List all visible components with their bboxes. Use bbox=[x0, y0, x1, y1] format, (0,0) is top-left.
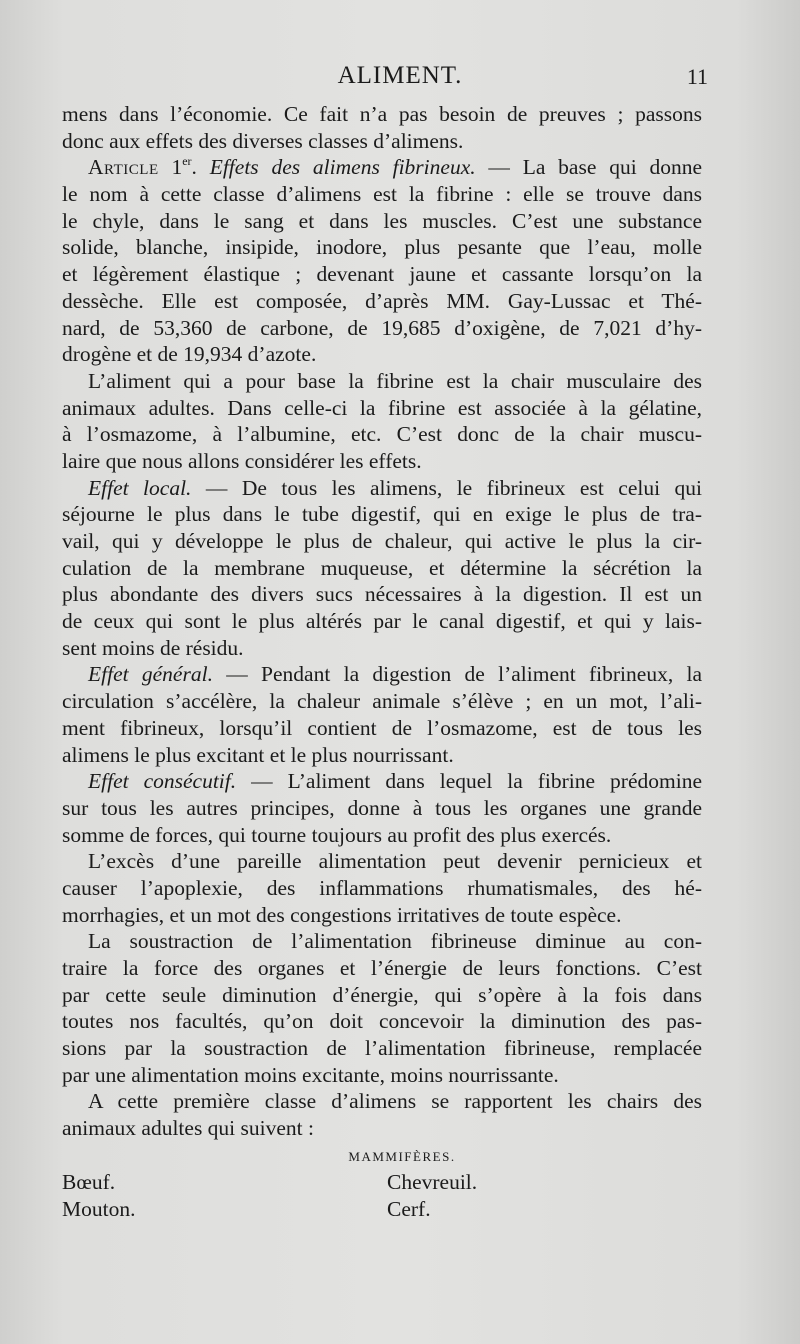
article-dot: . bbox=[191, 155, 197, 180]
text-line: mens dans l’économie. Ce fait n’a pas besoin de preuves ; passons bbox=[62, 102, 702, 126]
text-line: animaux adultes. Dans celle-ci la fibrine est associée à la gélatine, bbox=[62, 395, 702, 420]
text-line: sur tous les autres principes, donne à tous les organes une grande bbox=[62, 795, 702, 820]
text-line: dessèche. Elle est composée, d’après MM. Gay-Lussac et Thé- bbox=[62, 288, 702, 313]
text-line: morrhagies, et un mot des congestions irritatives de toute espèce. bbox=[62, 902, 622, 927]
text-line: La soustraction de l’alimentation fibrineuse diminue au con- bbox=[88, 929, 702, 954]
text-line: drogène et de 19,934 d’azote. bbox=[62, 342, 317, 367]
article-title: Effets des alimens fibrineux. bbox=[209, 155, 476, 180]
text-line: vail, qui y développe le plus de chaleur, qui active le plus la cir- bbox=[62, 529, 702, 553]
text-line: somme de forces, qui tourne toujours au profit des plus exercés. bbox=[62, 822, 612, 847]
effet-local-line bbox=[62, 475, 702, 502]
text-line: circulation s’accélère, la chaleur animale s’élève ; en un mot, l’ali- bbox=[62, 689, 702, 714]
article-label: Article bbox=[88, 155, 159, 180]
text-line: à l’osmazome, à l’albumine, etc. C’est donc de la chair muscu- bbox=[62, 422, 702, 447]
text-line: le chyle, dans le sang et dans les muscles. C’est une substance bbox=[62, 208, 702, 233]
text-line: solide, blanche, insipide, inodore, plus pesante que l’eau, molle bbox=[62, 235, 702, 260]
text-line: par une alimentation moins excitante, moins nourrissante. bbox=[62, 1062, 559, 1087]
article-heading-line bbox=[62, 154, 702, 181]
effet-general-title: Effet général. bbox=[88, 662, 213, 687]
list-item: Chevreuil. bbox=[387, 1169, 478, 1194]
text-line: L’aliment qui a pour base la fibrine est la chair musculaire des bbox=[88, 368, 702, 393]
text-line: toutes nos facultés, qu’on doit concevoir la diminution des pas- bbox=[62, 1009, 702, 1034]
text-line: par cette seule diminution d’énergie, qui s’opère à la fois dans bbox=[62, 982, 702, 1007]
effet-consecutif-title: Effet consécutif. bbox=[88, 769, 237, 794]
text-line: laire que nous allons considérer les effets. bbox=[62, 448, 422, 473]
text-line: traire la force des organes et l’énergie de leurs fonctions. C’est bbox=[62, 956, 702, 980]
effet-local-title: Effet local. bbox=[88, 475, 192, 500]
section-heading: MAMMIFÈRES. bbox=[348, 1148, 456, 1164]
list-item: Cerf. bbox=[387, 1196, 431, 1221]
text-line: culation de la membrane muqueuse, et détermine la sécrétion la bbox=[62, 555, 702, 580]
list-item: Bœuf. bbox=[62, 1169, 116, 1194]
effet-consecutif-line bbox=[62, 768, 702, 795]
list-item: Mouton. bbox=[62, 1196, 136, 1221]
text-line: nard, de 53,360 de carbone, de 19,685 d’oxigène, de 7,021 d’hy- bbox=[62, 315, 702, 340]
body-text bbox=[62, 101, 702, 1223]
text-line: L’excès d’une pareille alimentation peut devenir pernicieux et bbox=[88, 849, 702, 874]
text-line: et légèrement élastique ; devenant jaune et cassante lorsqu’on la bbox=[62, 262, 702, 287]
article-number: 1 bbox=[171, 155, 183, 180]
text-line: causer l’apoplexie, des inflammations rhumatismales, des hé- bbox=[62, 875, 702, 900]
page-header bbox=[0, 62, 800, 96]
effet-local-text: — De tous les alimens, le fibrineux est celui qui bbox=[191, 475, 702, 500]
text-line: séjourne le plus dans le tube digestif, qui en exige le plus de tra- bbox=[62, 502, 702, 527]
article-text: — La base qui donne bbox=[475, 155, 703, 180]
text-line: donc aux effets des diverses classes d’alimens. bbox=[62, 128, 464, 153]
text-line: de ceux qui sont le plus altérés par le canal digestif, et qui y lais- bbox=[62, 609, 702, 634]
text-line: le nom à cette classe d’alimens est la fibrine : elle se trouve dans bbox=[62, 182, 702, 207]
text-line: animaux adultes qui suivent : bbox=[62, 1116, 314, 1141]
text-line: sent moins de résidu. bbox=[62, 635, 244, 660]
page-number: 11 bbox=[686, 64, 708, 89]
text-line: alimens le plus excitant et le plus nourrissant. bbox=[62, 742, 454, 767]
effet-consecutif-text: — L’aliment dans lequel la fibrine prédomine bbox=[236, 769, 702, 794]
text-line: ment fibrineux, lorsqu’il contient de l’osmazome, est de tous les bbox=[62, 715, 702, 740]
running-title: ALIMENT. bbox=[337, 62, 463, 89]
text-line: A cette première classe d’alimens se rapportent les chairs des bbox=[88, 1089, 702, 1114]
text-line: sions par la soustraction de l’alimentation fibrineuse, remplacée bbox=[62, 1036, 702, 1061]
article-number-suffix: er bbox=[182, 154, 192, 169]
animal-list bbox=[62, 1169, 702, 1223]
text-line: plus abondante des divers sucs nécessaires à la digestion. Il est un bbox=[62, 582, 702, 607]
effet-general-line bbox=[62, 661, 702, 688]
effet-general-text: — Pendant la digestion de l’aliment fibrineux, la bbox=[212, 662, 703, 687]
